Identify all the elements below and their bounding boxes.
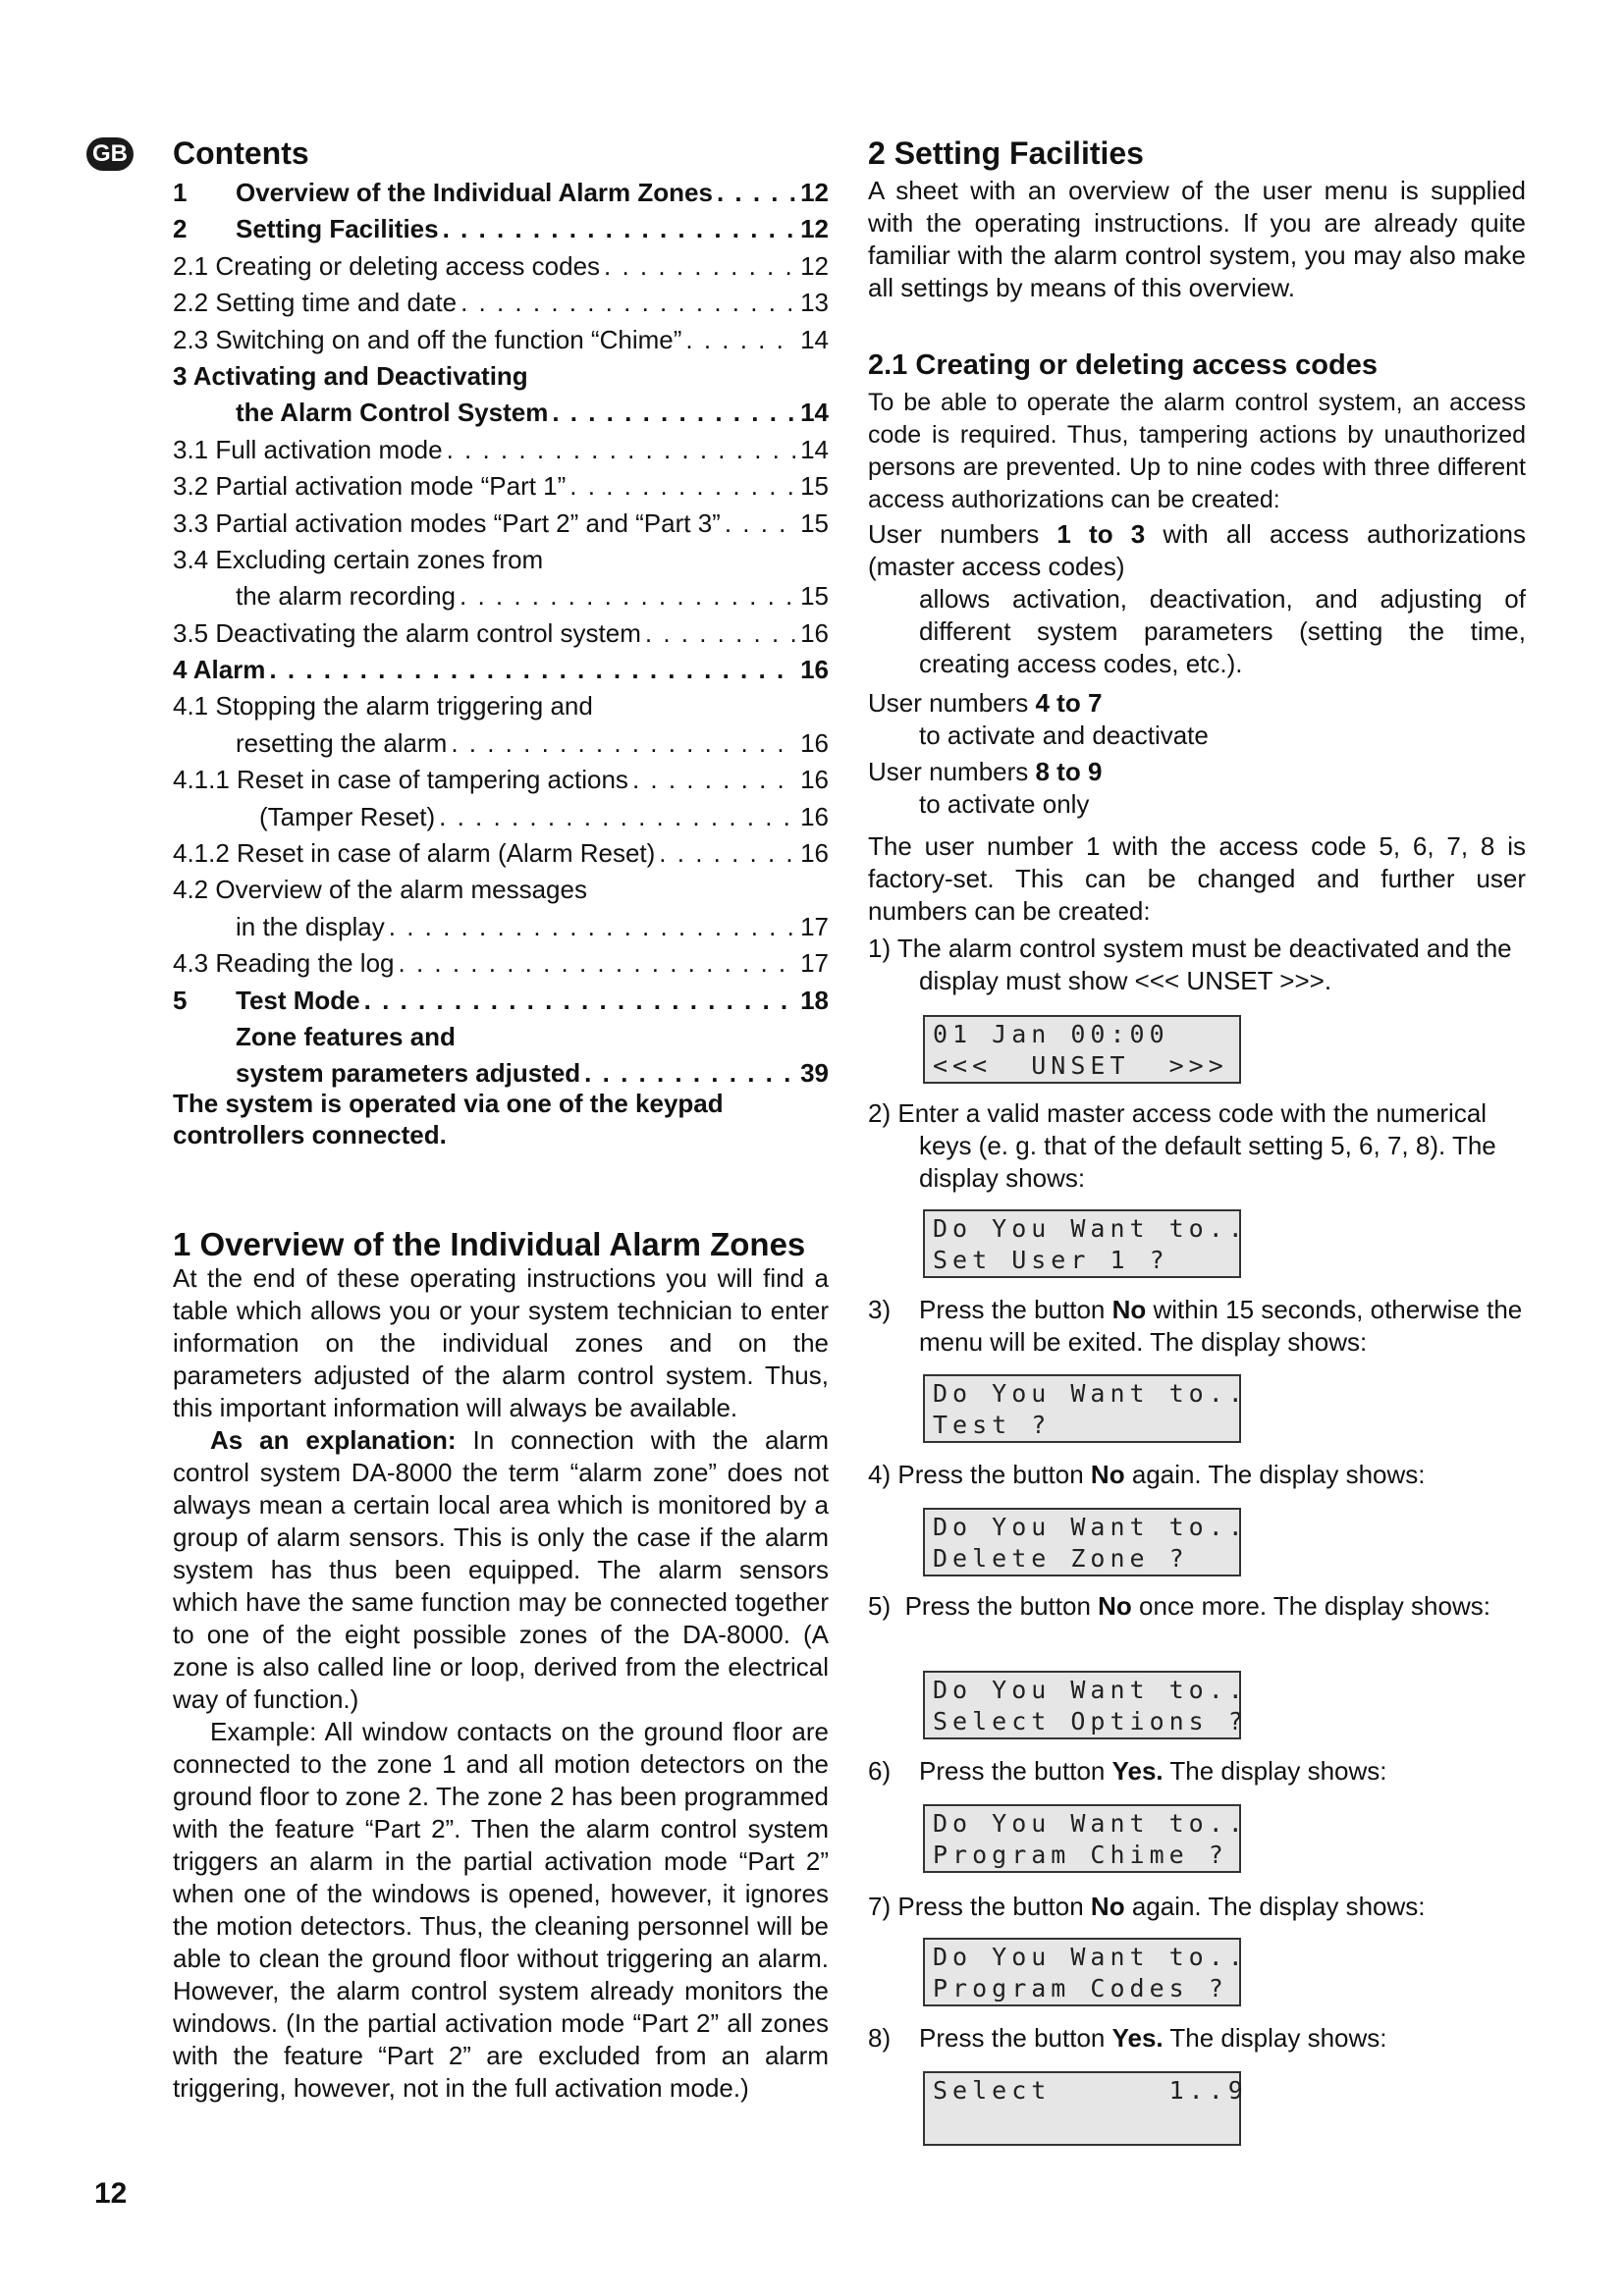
section2-intro: A sheet with an overview of the user menu is supplied with the operating instructions. If you are already quite familiar with the alarm control system, you may also make all settings by means of this overview. bbox=[868, 176, 1526, 302]
toc-entry bbox=[173, 872, 829, 908]
toc-entry bbox=[173, 432, 829, 468]
toc-page-number: 18 bbox=[800, 985, 829, 1015]
toc-entry-text: 3.5 Deactivating the alarm control system bbox=[173, 617, 641, 648]
toc-page-number: 12 bbox=[800, 214, 829, 244]
toc-page-number: 17 bbox=[800, 948, 829, 979]
toc-entry bbox=[173, 688, 829, 724]
toc-entry-text: 4.1.2 Reset in case of alarm (Alarm Reset) bbox=[173, 838, 656, 869]
toc-entry bbox=[173, 615, 829, 652]
toc-entry bbox=[173, 468, 829, 505]
toc-page-number: 13 bbox=[800, 288, 829, 318]
step-3: 3) Press the button No within 15 seconds, otherwise the menu will be exited. The display shows: bbox=[868, 1295, 1523, 1357]
toc-page-number: 15 bbox=[800, 507, 829, 538]
toc-page-number: 16 bbox=[800, 801, 829, 831]
step-7: 7) Press the button No again. The display shows: bbox=[868, 1892, 1426, 1921]
page-number: 12 bbox=[94, 2177, 128, 2210]
section1-body bbox=[173, 1262, 829, 2105]
toc-entry bbox=[173, 578, 829, 614]
lcd-display-8: Select 1..9 bbox=[923, 2071, 1241, 2146]
toc-entry bbox=[173, 542, 829, 578]
toc-entry bbox=[173, 652, 829, 688]
toc-entry bbox=[173, 909, 829, 945]
subsection-2-1-title: 2.1 Creating or deleting access codes bbox=[868, 349, 1378, 381]
section1-paragraph-2: As an explanation: In connection with the alarm control system DA-8000 the term “alarm zone” does not always mean a certain local area which is monitored by a group of alarm sensors. This is only the case if the alarm system has thus been equipped. The alarm sensors which have the same function may be connected together to one of the eight possible zones of the DA-8000. (A zone is also called line or loop, derived from the electrical way of function.) bbox=[173, 1425, 829, 1714]
toc-entry bbox=[173, 762, 829, 798]
user-group-1: User numbers 1 to 3 with all access authorizations (master access codes) allows activation, deactivation, and adjusting of different system parameters (setting the time, creating access codes, etc.). bbox=[868, 519, 1526, 678]
lcd-display-5: Do You Want to.. Select Options ? bbox=[923, 1671, 1241, 1739]
step-2: 2) Enter a valid master access code with the numerical keys (e. g. that of the default setting 5, 6, 7, 8). The display shows: bbox=[868, 1098, 1496, 1193]
toc-entry: 5 Test Mode . . . 18 bbox=[173, 983, 829, 1019]
step-5: 5) Press the button No once more. The display shows: bbox=[868, 1591, 1490, 1621]
toc-entry bbox=[173, 799, 829, 835]
toc-entry bbox=[173, 725, 829, 762]
toc-page-number: 15 bbox=[800, 471, 829, 502]
toc-entry-text: the Alarm Control System bbox=[236, 398, 549, 428]
toc-entry-text: 4.3 Reading the log bbox=[173, 948, 395, 979]
toc-entry-text: Setting Facilities bbox=[236, 214, 439, 244]
toc-entry: 1 Overview of the Individual Alarm Zones . . . 12 bbox=[173, 175, 829, 211]
user-group-2: User numbers 4 to 7 to activate and deactivate bbox=[868, 688, 1209, 750]
toc-entry bbox=[173, 285, 829, 321]
lcd-display-4: Do You Want to.. Delete Zone ? bbox=[923, 1508, 1241, 1576]
step-6: 6) Press the button Yes. The display shows: bbox=[868, 1756, 1387, 1786]
toc-page-number: 15 bbox=[800, 581, 829, 612]
toc-entry-text: in the display bbox=[236, 911, 385, 941]
toc-entry-text: 3.2 Partial activation mode “Part 1” bbox=[173, 471, 567, 502]
toc-entry-text: system parameters adjusted bbox=[236, 1058, 581, 1089]
step-4: 4) Press the button No again. The display shows: bbox=[868, 1460, 1426, 1489]
toc-entry-text: 4.1.1 Reset in case of tampering actions bbox=[173, 765, 628, 795]
toc-entry-text: 2.2 Setting time and date bbox=[173, 288, 458, 318]
toc-entry bbox=[173, 358, 829, 395]
toc-entry bbox=[173, 322, 829, 358]
toc-page-number: 17 bbox=[800, 911, 829, 941]
toc-page-number: 39 bbox=[800, 1058, 829, 1089]
factory-setting-text: The user number 1 with the access code 5, 6, 7, 8 is factory-set. This can be changed and further user numbers can be created: bbox=[868, 831, 1526, 926]
toc-entry-text: 2.1 Creating or deleting access codes bbox=[173, 250, 601, 281]
toc-entry-text: 3.4 Excluding certain zones from bbox=[173, 544, 544, 574]
toc-entry-text: Zone features and bbox=[236, 1021, 456, 1051]
toc-entry bbox=[173, 506, 829, 542]
explanation-label: As an explanation: bbox=[210, 1425, 457, 1455]
toc-entry bbox=[173, 835, 829, 872]
toc-page-number: 16 bbox=[800, 727, 829, 758]
toc-entry-text: the alarm recording bbox=[236, 581, 456, 612]
lcd-display-6: Do You Want to.. Program Chime ? bbox=[923, 1804, 1241, 1873]
lcd-display-3: Do You Want to.. Test ? bbox=[923, 1374, 1241, 1443]
toc-page-number: 16 bbox=[800, 838, 829, 869]
toc-page-number: 12 bbox=[800, 250, 829, 281]
user-group-3: User numbers 8 to 9 to activate only bbox=[868, 757, 1103, 819]
toc-page-number: 16 bbox=[800, 617, 829, 648]
toc-entry bbox=[173, 1019, 829, 1055]
toc-page-number: 12 bbox=[800, 178, 829, 207]
toc-page-number: 16 bbox=[800, 655, 829, 685]
toc-entry bbox=[173, 395, 829, 431]
toc-page-number: 16 bbox=[800, 765, 829, 795]
section1-paragraph-1: At the end of these operating instructions you will find a table which allows you or your system technician to enter information on the individual zones and on the parameters adjusted of the alarm control system. Thus, this important information will always be available. bbox=[173, 1263, 829, 1422]
toc-entry bbox=[173, 248, 829, 285]
language-badge-gb: GB bbox=[86, 137, 134, 171]
step-1: 1) The alarm control system must be deactivated and the display must show <<< UNSET >>>. bbox=[868, 934, 1512, 995]
toc-page-number: 14 bbox=[800, 324, 829, 354]
toc-page-number: 14 bbox=[800, 398, 829, 428]
toc-entry bbox=[173, 945, 829, 982]
section1-paragraph-3: Example: All window contacts on the ground floor are connected to the zone 1 and all motion detectors on the ground floor to zone 2. The zone 2 has been programmed with the feature “Part 2”. Then the alarm control system triggers an alarm in the partial activation mode “Part 2” when one of the windows is opened, however, it ignores the motion detectors. Thus, the cleaning personnel will be able to clean the ground floor without triggering an alarm. However, the alarm control system already monitors the windows. (In the partial activation mode “Part 2” all zones with the feature “Part 2” are excluded from an alarm triggering, however, not in the full activation mode.) bbox=[173, 1717, 829, 2103]
toc-entry-text: 3.3 Partial activation modes “Part 2” and “Part 3” bbox=[173, 507, 721, 538]
toc-entry-text: Overview of the Individual Alarm Zones bbox=[236, 178, 713, 207]
contents-title: Contents bbox=[173, 135, 309, 171]
toc-entry-text: 4.1 Stopping the alarm triggering and bbox=[173, 691, 593, 721]
toc-entry-text: 4 Alarm bbox=[173, 655, 266, 685]
contents-note: The system is operated via one of the keypad controllers connected. bbox=[173, 1089, 724, 1149]
toc-page-number: 14 bbox=[800, 434, 829, 464]
lcd-display-2: Do You Want to.. Set User 1 ? bbox=[923, 1209, 1241, 1278]
step-8: 8) Press the button Yes. The display shows: bbox=[868, 2023, 1387, 2053]
toc-entry-text: 4.2 Overview of the alarm messages bbox=[173, 875, 587, 905]
table-of-contents bbox=[173, 175, 829, 1093]
toc-entry-text: (Tamper Reset) bbox=[259, 801, 436, 831]
toc-entry-text: 3 Activating and Deactivating bbox=[173, 360, 528, 391]
toc-entry-text: Test Mode bbox=[236, 985, 360, 1015]
section1-title: 1 Overview of the Individual Alarm Zones bbox=[173, 1226, 806, 1262]
subsection-2-1-intro: To be able to operate the alarm control system, an access code is required. Thus, tampering actions by unauthorized persons are prevented. Up to nine codes with three different access authorizations can be created: bbox=[868, 389, 1526, 513]
toc-entry-text: resetting the alarm bbox=[236, 727, 448, 758]
lcd-display-7: Do You Want to.. Program Codes ? bbox=[923, 1938, 1241, 2006]
section2-title: 2 Setting Facilities bbox=[868, 135, 1144, 171]
toc-entry-text: 2.3 Switching on and off the function “Chime” bbox=[173, 324, 682, 354]
toc-entry: 2 Setting Facilities . . . 12 bbox=[173, 211, 829, 247]
lcd-display-1: 01 Jan 00:00 <<< UNSET >>> bbox=[923, 1015, 1241, 1084]
toc-entry-text: 3.1 Full activation mode bbox=[173, 434, 443, 464]
